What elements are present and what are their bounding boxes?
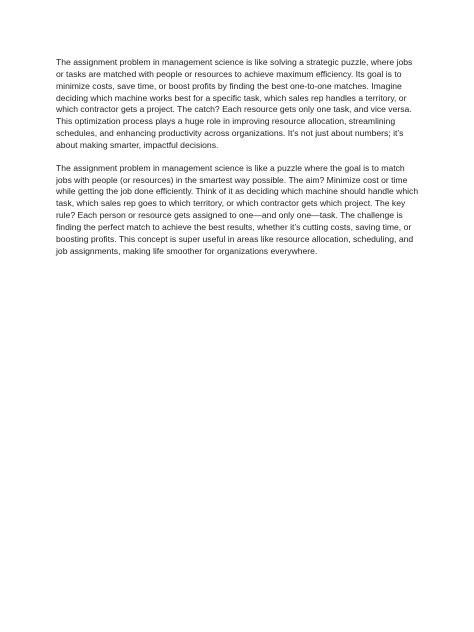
paragraph-1: The assignment problem in management science is like solving a strategic puzzle, where jobs or tasks are matched with people or resources to achieve maximum efficiency. Its goal is to minimize costs, save time, or boost profits by finding the best one-to-one matches. Imagine deciding which machine works best for a specific task, which sales rep handles a territory, or which contractor gets a project. The catch? Each resource gets only one task, and vice versa. This optimization process plays a huge role in improving resource allocation, streamlining schedules, and enhancing productivity across organizations. It’s not just about numbers; it’s about making smarter, impactful decisions. (56, 57, 413, 150)
document-body (56, 57, 420, 269)
paragraph-2: The assignment problem in management science is like a puzzle where the goal is to match jobs with people (or resources) in the smartest way possible. The aim? Minimize cost or time while getting the job done efficiently. Think of it as deciding which machine should handle which task, which sales rep goes to which territory, or which contractor gets which project. The key rule? Each person or resource gets assigned to one—and only one—task. The challenge is finding the perfect match to achieve the best results, whether it’s cutting costs, saving time, or boosting profits. This concept is super useful in areas like resource allocation, scheduling, and job assignments, making life smoother for organizations everywhere. (56, 162, 419, 256)
